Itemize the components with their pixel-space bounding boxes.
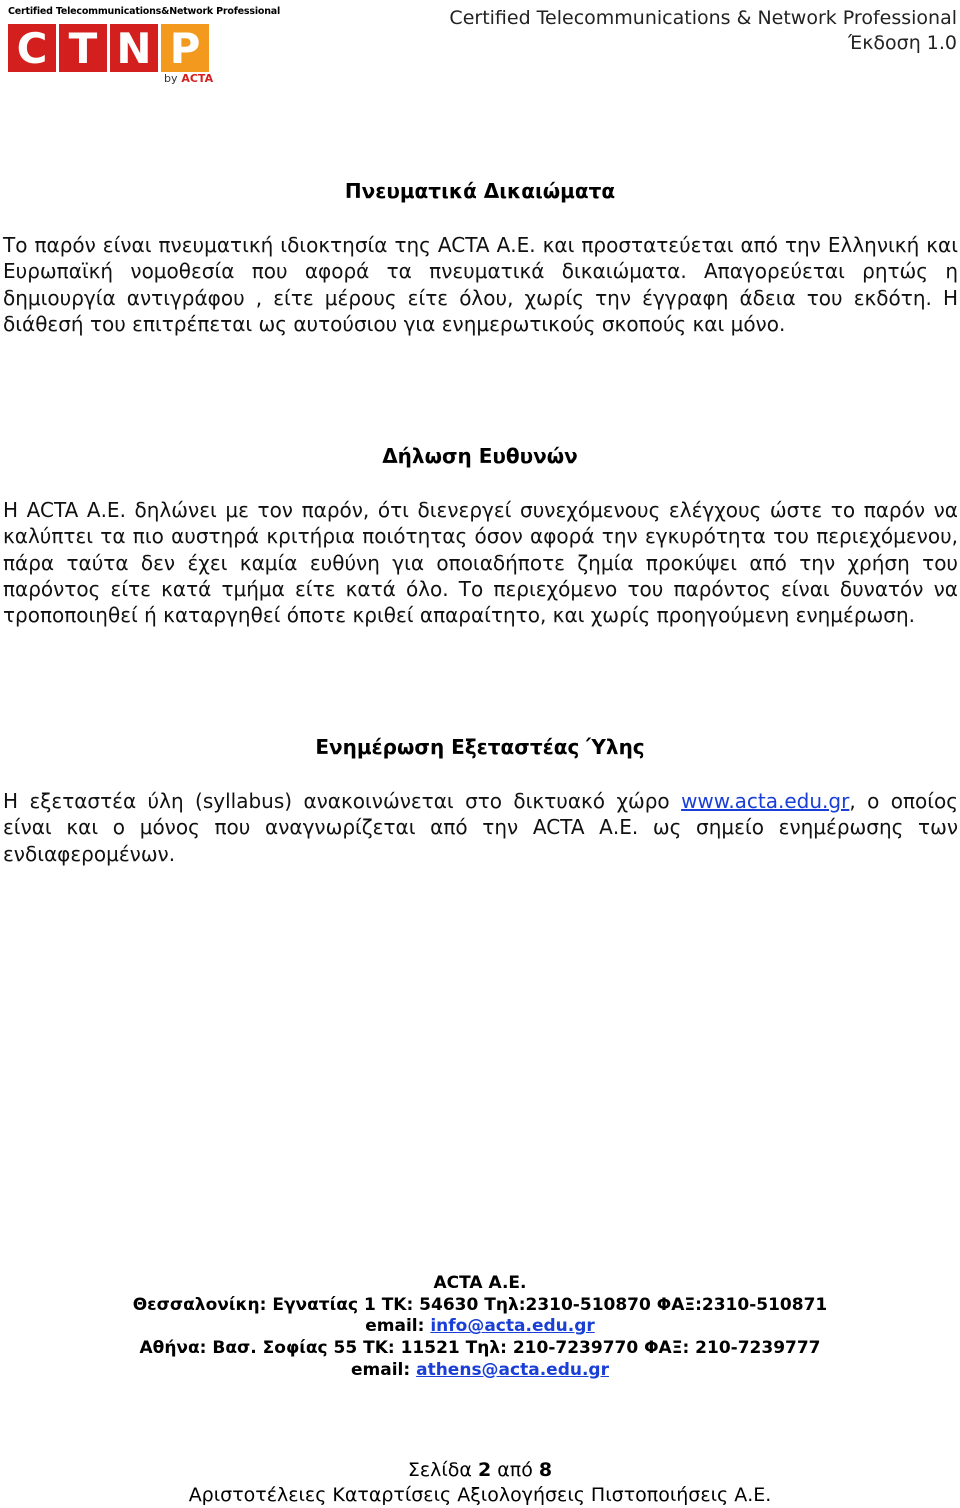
footer-email-label: email: (365, 1316, 431, 1337)
page-label: Σελίδα (407, 1459, 478, 1481)
logo-top-text: Certified Telecommunications&Network Professional (8, 6, 281, 17)
footer-email-athens (0, 1360, 960, 1382)
syllabus-heading: Ενημέρωση Εξεταστέας Ύλης (315, 735, 645, 759)
page-number (0, 1458, 960, 1483)
company-tagline: Αριστοτέλειες Καταρτίσεις Αξιολογήσεις Πιστοποιήσεις Α.Ε. (188, 1484, 772, 1506)
footer-athens-address: Αθήνα: Βασ. Σοφίας 55 ΤΚ: 11521 Τηλ: 210-7239770 ΦΑΞ: 210-7239777 (139, 1338, 821, 1359)
logo-letter-p: P (161, 24, 209, 72)
logo-brand: ACTA (181, 72, 214, 85)
syllabus-text-after: , ο οποίος είναι και ο μόνος που αναγνωρίζεται από την ACTA Α.Ε. ως σημείο ενημέρωσης των ενδιαφερομένων. (3, 789, 958, 866)
disclaimer-paragraph: Η ACTA Α.Ε. δηλώνει με τον παρόν, ότι διενεργεί συνεχόμενους ελέγχους ώστε το παρόν να καλύπτει τα πιο αυστηρά κριτήρια ποιότητας όσον αφορά την εγκυρότητα του περιεχόμενου, πάρα ταύτα δεν έχει καμία ευθύνη για οποιαδήποτε ζημία προκύψει από την χρήση του παρόντος είτε κατά τμήμα είτε κατά όλο. Το περιεχόμενο του παρόντος είναι δυνατόν να τροποποιηθεί ή καταργηθεί όποτε κριθεί απαραίτητο, και χωρίς προηγούμενη ενημέρωση. (3, 498, 958, 628)
footer-email-thessaloniki (0, 1316, 960, 1338)
company-footer (0, 1273, 960, 1382)
footer-email-label-athens: email: (351, 1359, 417, 1380)
syllabus-paragraph (3, 788, 958, 867)
logo-letter-c: C (8, 24, 56, 72)
logo-letter-n: N (110, 24, 158, 72)
document-version: Έκδοση 1.0 (848, 32, 957, 54)
copyright-heading: Πνευματικά Δικαιώματα (344, 179, 616, 203)
logo-letters (8, 24, 212, 72)
page-of-label: από (491, 1459, 539, 1481)
logo-by-label: by (164, 72, 178, 85)
logo-letter-t: T (59, 24, 107, 72)
copyright-paragraph: Το παρόν είναι πνευματική ιδιοκτησία της ACTA Α.Ε. και προστατεύεται από την Ελληνική και Ευρωπαϊκή νομοθεσία που αφορά τα πνευματικά δικαιώματα. Απαγορεύεται ρητώς η δημιουργία αντιγράφου , είτε μέρους είτε όλου, χωρίς την έγγραφη άδεια του εκδότη. Η διάθεσή του επιτρέπεται ως αυτούσιου για ενημερωτικούς σκοπούς και μόνο. (3, 233, 958, 336)
page-total: 8 (538, 1459, 553, 1481)
footer-thessaloniki-address: Θεσσαλονίκη: Εγνατίας 1 ΤΚ: 54630 Τηλ:2310-510870 ΦΑΞ:2310-510871 (132, 1294, 828, 1315)
info-email-link[interactable]: info@acta.edu.gr (430, 1316, 595, 1337)
page-footer (0, 1458, 960, 1508)
disclaimer-heading: Δήλωση Ευθυνών (382, 444, 578, 468)
document-title: Certified Telecommunications & Network Professional (449, 7, 957, 29)
athens-email-link[interactable]: athens@acta.edu.gr (416, 1359, 609, 1380)
page-current: 2 (478, 1459, 492, 1481)
footer-company-name: ACTA A.E. (433, 1273, 527, 1293)
document-header (449, 6, 957, 56)
ctnp-logo (8, 6, 281, 86)
syllabus-text-before: Η εξεταστέα ύλη (syllabus) ανακοινώνεται στο δικτυακό χώρο (3, 789, 682, 813)
acta-website-link[interactable]: www.acta.edu.gr (681, 789, 850, 813)
logo-by-acta (164, 72, 213, 85)
